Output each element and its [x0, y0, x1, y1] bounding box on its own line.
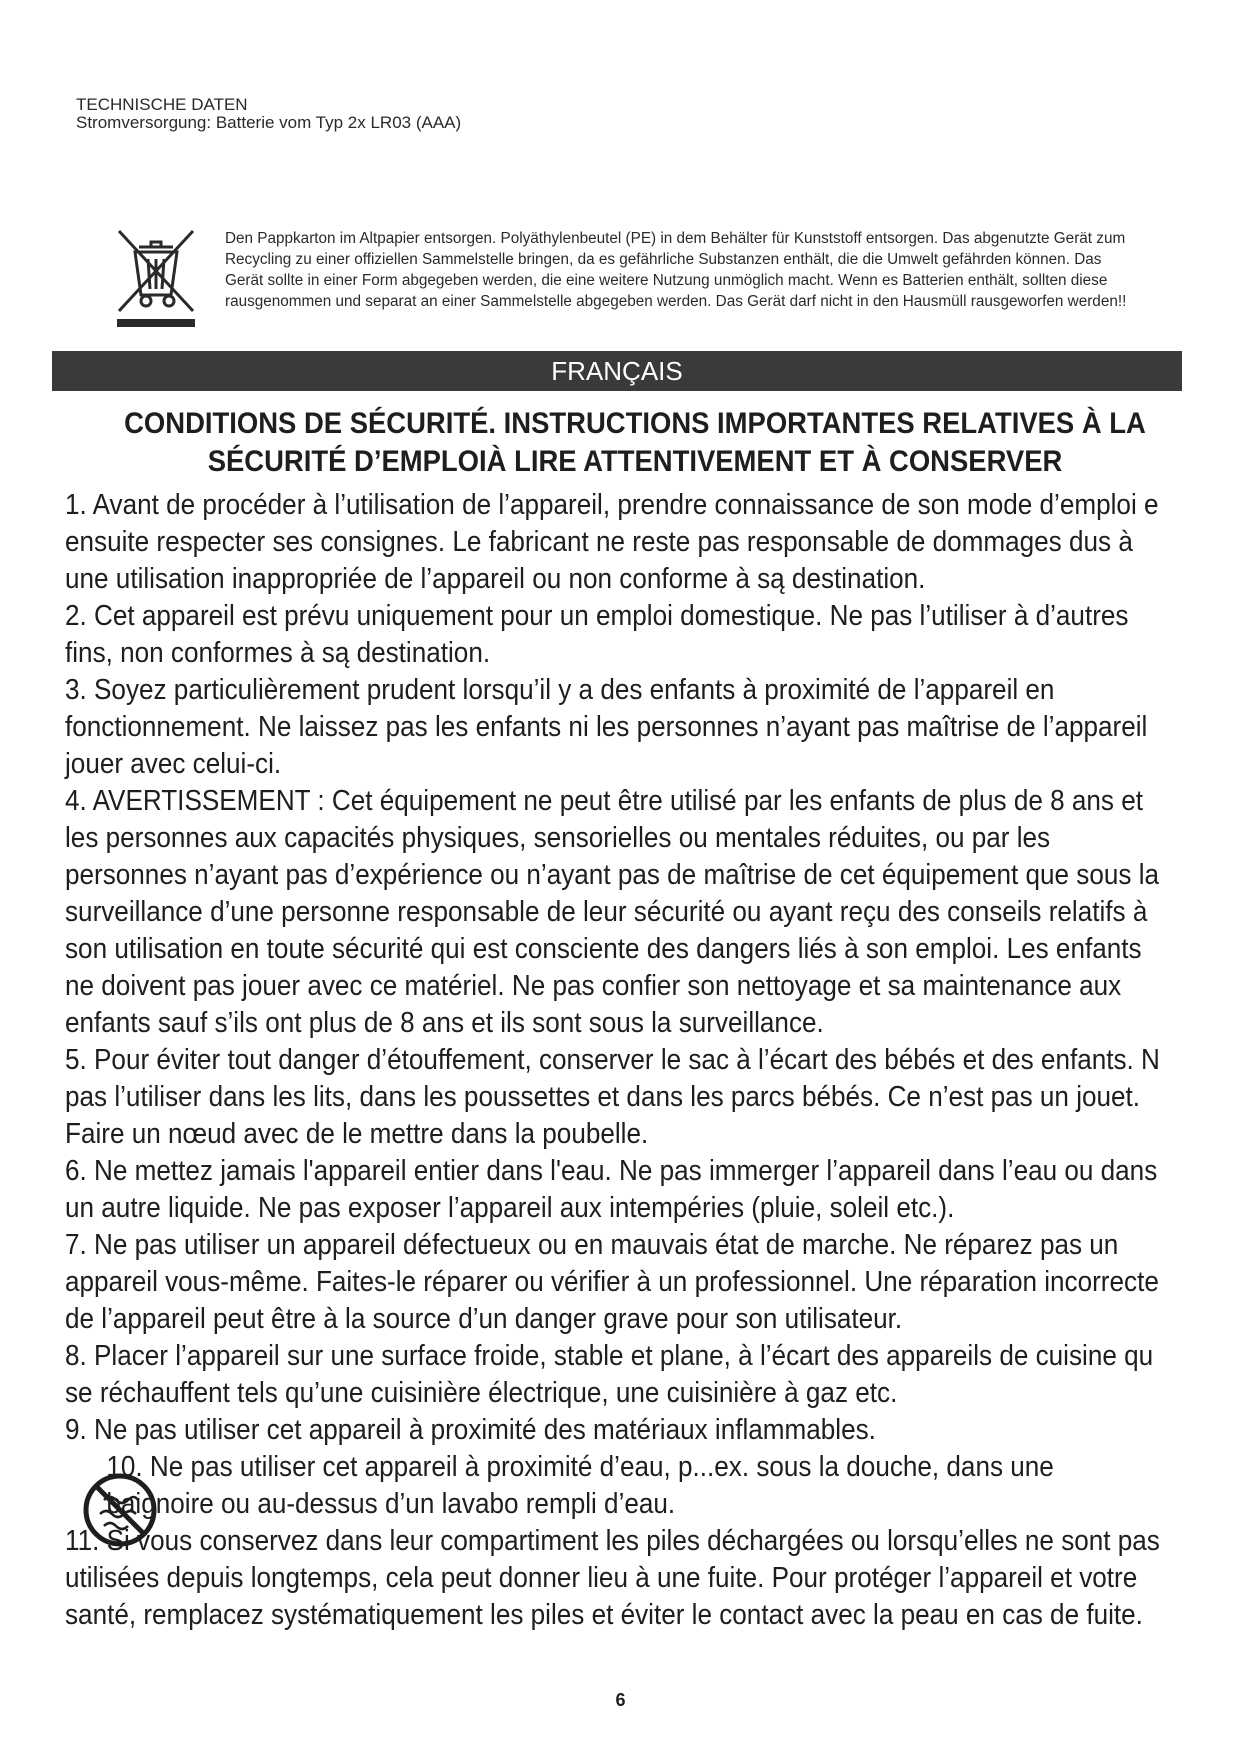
instruction-line: 3. Soyez particulièrement prudent lorsqu’il y a des enfants à proximité de l’appareil en — [65, 674, 1055, 706]
instruction-line: pas l’utiliser dans les lits, dans les poussettes et dans les parcs bébés. Ce n’est pas un jouet. — [65, 1081, 1141, 1113]
instruction-line: 5. Pour éviter tout danger d’étouffement, conserver le sac à l’écart des bébés et des enfants. N — [65, 1044, 1160, 1076]
instruction-line: baignoire ou au-dessus d’un lavabo rempli d’eau. — [106, 1488, 676, 1520]
instruction-line: 7. Ne pas utiliser un appareil défectueux ou en mauvais état de marche. Ne réparez pas un — [65, 1229, 1119, 1261]
technical-data — [76, 96, 461, 132]
instruction-line: 9. Ne pas utiliser cet appareil à proximité des matériaux inflammables. — [65, 1414, 876, 1446]
instruction-line: de l’appareil peut être à la source d’un danger grave pour son utilisateur. — [65, 1303, 903, 1335]
instruction-line: 11. Si vous conservez dans leur compartiment les piles déchargées ou lorsqu’elles ne sont pas — [65, 1525, 1160, 1557]
instruction-line: fins, non conformes à są destination. — [65, 637, 491, 669]
technical-data-power-supply: Stromversorgung: Batterie vom Typ 2x LR03 (AAA) — [76, 113, 462, 132]
page-number: 6 — [615, 1690, 626, 1710]
instruction-line: 4. AVERTISSEMENT : Cet équipement ne peut être utilisé par les enfants de plus de 8 ans et — [65, 785, 1143, 817]
safety-heading-line: SÉCURITÉ D’EMPLOIÀ LIRE ATTENTIVEMENT ET À CONSERVER — [207, 445, 1063, 478]
instruction-line: un autre liquide. Ne pas exposer l’appareil aux intempéries (pluie, soleil etc.). — [65, 1192, 955, 1224]
instruction-line: ne doivent pas jouer avec ce matériel. Ne pas confier son nettoyage et sa maintenance aux — [65, 970, 1122, 1002]
instruction-line: 10. Ne pas utiliser cet appareil à proximité d’eau, p...ex. sous la douche, dans une — [106, 1451, 1054, 1483]
safety-heading — [96, 405, 1175, 481]
instruction-line: enfants sauf s’ils ont plus de 8 ans et ils sont sous la surveillance. — [65, 1007, 824, 1039]
crossed-out-wheelie-bin-icon — [113, 225, 199, 329]
technical-data-title: TECHNISCHE DATEN — [76, 95, 248, 114]
instruction-line: jouer avec celui-ci. — [65, 748, 282, 780]
instruction-line: fonctionnement. Ne laissez pas les enfants ni les personnes n’ayant pas maîtrise de l’appareil — [65, 711, 1148, 743]
instruction-line: 2. Cet appareil est prévu uniquement pour un emploi domestique. Ne pas l’utiliser à d’autres — [65, 600, 1129, 632]
disposal-line: Gerät sollte in einer Form abgegeben werden, die eine weitere Nutzung unmöglich macht. Wenn es Batterien enthält, sollten diese — [225, 272, 1108, 289]
instruction-line: 6. Ne mettez jamais l'appareil entier dans l'eau. Ne pas immerger l’appareil dans l’eau ou dans — [65, 1155, 1158, 1187]
instruction-line: les personnes aux capacités physiques, sensorielles ou mentales réduites, ou par les — [65, 822, 1051, 854]
safety-heading-line: CONDITIONS DE SÉCURITÉ. INSTRUCTIONS IMPORTANTES RELATIVES À LA — [124, 407, 1146, 440]
instruction-line: appareil vous-même. Faites-le réparer ou vérifier à un professionnel. Une réparation incorrecte — [65, 1266, 1159, 1298]
instruction-line: surveillance d’une personne responsable de leur sécurité ou ayant reçu des conseils relatifs à — [65, 896, 1148, 928]
disposal-notice — [225, 228, 1185, 312]
instruction-line: utilisées depuis longtemps, cela peut donner lieu à une fuite. Pour protéger l’appareil et votre — [65, 1562, 1138, 1594]
disposal-line: rausgenommen und separat an einer Sammelstelle abgegeben werden. Das Gerät darf nicht in den Hausmüll rausgeworfen werden!! — [225, 293, 1127, 310]
instruction-line: santé, remplacez systématiquement les piles et éviter le contact avec la peau en cas de fuite. — [65, 1599, 1143, 1631]
safety-instructions — [65, 487, 1205, 1634]
no-water-icon — [80, 1470, 160, 1550]
instruction-line: 8. Placer l’appareil sur une surface froide, stable et plane, à l’écart des appareils de cuisine qu — [65, 1340, 1154, 1372]
instruction-line: personnes n’ayant pas d’expérience ou n’ayant pas de maîtrise de cet équipement que sous la — [65, 859, 1160, 891]
disposal-line: Den Pappkarton im Altpapier entsorgen. Polyäthylenbeutel (PE) in dem Behälter für Kunststoff entsorgen. Das abgenutzte Gerät zum — [225, 230, 1126, 247]
language-banner: FRANÇAIS — [52, 351, 1182, 391]
instruction-line: Faire un nœud avec de le mettre dans la poubelle. — [65, 1118, 649, 1150]
instruction-line: son utilisation en toute sécurité qui est consciente des dangers liés à son emploi. Les enfants — [65, 933, 1142, 965]
instruction-line: une utilisation inappropriée de l’appareil ou non conforme à są destination. — [65, 563, 926, 595]
disposal-line: Recycling zu einer offiziellen Sammelstelle bringen, da es gefährliche Substanzen enthält, die die Umwelt gefährden können. Das — [225, 251, 1102, 268]
instruction-line: ensuite respecter ses consignes. Le fabricant ne reste pas responsable de dommages dus à — [65, 526, 1133, 558]
instruction-line: se réchauffent tels qu’une cuisinière électrique, une cuisinière à gaz etc. — [65, 1377, 898, 1409]
instruction-line: 1. Avant de procéder à l’utilisation de l’appareil, prendre connaissance de son mode d’emploi e — [65, 489, 1159, 521]
